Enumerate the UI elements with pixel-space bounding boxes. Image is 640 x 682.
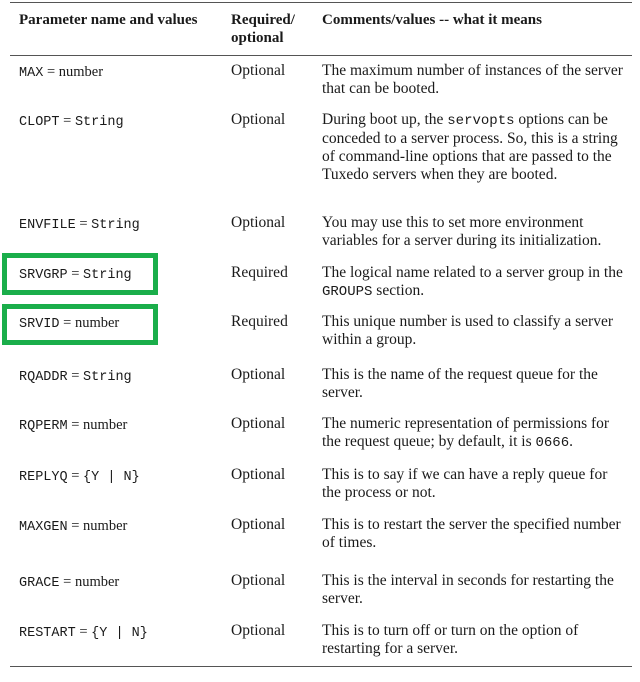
required-value: Optional — [231, 214, 286, 231]
header-required: Required/ optional — [231, 12, 295, 46]
comment-text: During boot up, the servopts options can be conceded to a server process. So, this is a string of command-line options that are passed to the Tuxedo servers when they are booted. — [322, 111, 618, 183]
header-parameter: Parameter name and values — [19, 12, 198, 28]
param-name: MAX = number — [19, 64, 104, 81]
comment-text: This is the name of the request queue for the server. — [322, 366, 598, 401]
comment-text: This is the interval in seconds for restarting the server. — [322, 572, 614, 607]
required-value: Optional — [231, 62, 286, 79]
header-comments: Comments/values -- what it means — [322, 12, 542, 28]
comment-text: This is to say if we can have a reply queue for the process or not. — [322, 466, 608, 501]
required-value: Optional — [231, 415, 286, 432]
required-value: Optional — [231, 366, 286, 383]
comment-text: This unique number is used to classify a server within a group. — [322, 313, 613, 348]
required-value: Optional — [231, 111, 286, 128]
param-name: ENVFILE = String — [19, 216, 140, 233]
required-value: Required — [231, 264, 288, 281]
required-value: Optional — [231, 466, 286, 483]
required-value: Optional — [231, 516, 286, 533]
param-name: REPLYQ = {Y | N} — [19, 468, 140, 485]
comment-text: This is to turn off or turn on the option of restarting for a server. — [322, 622, 579, 657]
param-name: RQPERM = number — [19, 417, 128, 434]
comment-text: You may use this to set more environment variables for a server during its initialization. — [322, 214, 602, 249]
param-name: RESTART = {Y | N} — [19, 624, 148, 641]
comment-text: The maximum number of instances of the server that can be booted. — [322, 62, 623, 97]
param-name: GRACE = number — [19, 574, 120, 591]
required-value: Required — [231, 313, 288, 330]
comment-text: The numeric representation of permissions for the request queue; by default, it is 0666. — [322, 415, 610, 451]
param-name: SRVGRP = String — [19, 266, 132, 283]
srvgrp-highlight-box — [2, 253, 158, 295]
srvid-highlight-box — [2, 304, 158, 345]
comment-text: This is to restart the server the specified number of times. — [322, 516, 621, 551]
bottom-rule — [10, 666, 632, 667]
param-name: MAXGEN = number — [19, 518, 128, 535]
param-name: CLOPT = String — [19, 113, 124, 130]
required-value: Optional — [231, 572, 286, 589]
comment-text: The logical name related to a server group in the GROUPS section. — [322, 264, 623, 300]
required-value: Optional — [231, 622, 286, 639]
top-rule — [10, 2, 632, 3]
header-rule — [10, 55, 632, 56]
param-name: RQADDR = String — [19, 368, 132, 385]
param-name: SRVID = number — [19, 315, 120, 332]
